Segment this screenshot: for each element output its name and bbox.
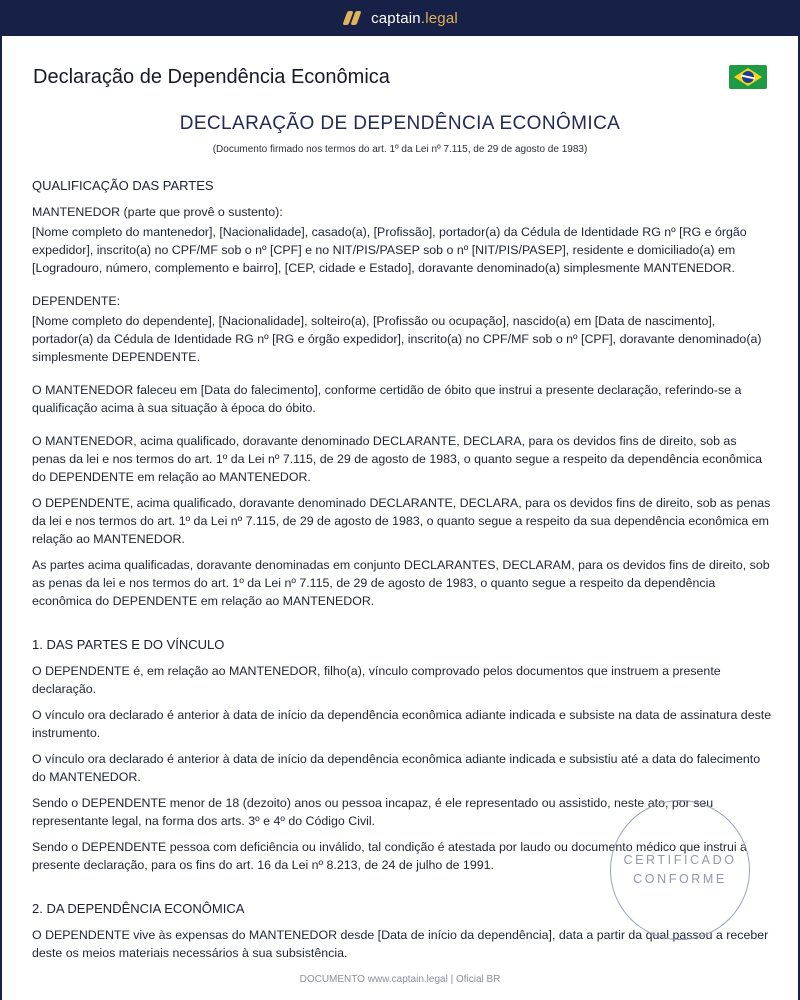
mantenedor-label: MANTENEDOR (parte que provê o sustento): xyxy=(32,205,283,219)
falecimento-paragraph: O MANTENEDOR faleceu em [Data do falecimento], conforme certidão de óbito que instrui a presente declaração, referindo-se a qualificação acima à sua situação à época do óbito. xyxy=(32,383,742,415)
dependencia-paragraph-1: O DEPENDENTE vive às expensas do MANTENEDOR desde [Data de início da dependência], data a partir da qual passou a receber deste os meios materiais necessários à sua subsistência. xyxy=(32,928,769,960)
section-heading-dependencia: 2. DA DEPENDÊNCIA ECONÔMICA xyxy=(32,901,245,916)
stamp-line-2: CONFORME xyxy=(633,872,727,886)
mantenedor-text: [Nome completo do mantenedor], [Nacionalidade], casado(a), [Profissão], portador(a) da Cédula de Identidade RG nº [RG e órgão expedidor], inscrito(a) no CPF/MF sob o nº [CPF] e no NIT/PIS/PASEP sob o nº [NIT/PIS/PASEP], residente e domiciliado(a) em [Logradouro, número, complemento e bairro], [CEP, cidade e Estado], doravante denominado(a) simplesmente MANTENEDOR. xyxy=(32,225,747,275)
brand-name-dot: . xyxy=(420,9,426,27)
certificado-conforme-stamp xyxy=(610,800,750,940)
brazil-flag-icon xyxy=(729,65,767,89)
brand-name-tld: legal xyxy=(425,9,458,27)
dependente-label: DEPENDENTE: xyxy=(32,294,121,308)
page-title: Declaração de Dependência Econômica xyxy=(33,66,390,88)
captain-legal-logo-icon xyxy=(342,10,362,26)
vinculo-paragraph-4: Sendo o DEPENDENTE menor de 18 (dezoito) anos ou pessoa incapaz, é ele representado ou assistido, neste ato, por seu representante legal, na forma dos arts. 3º e 4º do Código Civil. xyxy=(32,796,714,828)
stamp-line-1: CERTIFICADO xyxy=(623,853,737,867)
top-bar xyxy=(0,0,800,36)
declaracao-mantenedor-paragraph: O MANTENEDOR, acima qualificado, doravante denominado DECLARANTE, DECLARA, para os devidos fins de direito, sob as penas da lei e nos termos do art. 1º da Lei nº 7.115, de 29 de agosto de 1983, o quanto segue a respeito da dependência econômica do DEPENDENTE em relação ao MANTENEDOR. xyxy=(32,434,763,484)
document-title: DECLARAÇÃO DE DEPENDÊNCIA ECONÔMICA xyxy=(179,113,621,134)
vinculo-paragraph-3: O vínculo ora declarado é anterior à data de início da dependência econômica adiante indicada e subsistiu até a data do falecimento do MANTENEDOR. xyxy=(32,752,761,784)
declaracao-dependente-paragraph: O DEPENDENTE, acima qualificado, doravante denominado DECLARANTE, DECLARA, para os devidos fins de direito, sob as penas da lei e nos termos do art. 1º da Lei nº 7.115, de 29 de agosto de 1983, o quanto segue a respeito da sua dependência econômica em relação ao MANTENEDOR. xyxy=(32,496,771,546)
section-heading-qualificacao: QUALIFICAÇÃO DAS PARTES xyxy=(32,178,214,193)
section-heading-partes-vinculo: 1. DAS PARTES E DO VÍNCULO xyxy=(32,637,225,652)
brand-name[interactable] xyxy=(371,10,458,27)
dependente-text: [Nome completo do dependente], [Nacionalidade], solteiro(a), [Profissão ou ocupação], nascido(a) em [Data de nascimento], portador(a) da Cédula de Identidade RG nº [RG e órgão expedidor], inscrito(a) no CPF/MF sob o nº [CPF], doravante denominado(a) simplesmente DEPENDENTE. xyxy=(32,314,762,364)
vinculo-paragraph-2: O vínculo ora declarado é anterior à data de início da dependência econômica adiante indicada e subsiste na data de assinatura deste instrumento. xyxy=(32,708,772,740)
document-subtitle: (Documento firmado nos termos do art. 1º da Lei nº 7.115, de 29 de agosto de 1983) xyxy=(212,144,588,155)
footer-text: DOCUMENTO www.captain.legal | Oficial BR xyxy=(299,974,501,985)
declaracao-partes-paragraph: As partes acima qualificadas, doravante denominadas em conjunto DECLARANTES, DECLARAM, para os devidos fins de direito, sob as penas da lei e nos termos do art. 1º da Lei nº 7.115, de 29 de agosto de 1983, o quanto segue a respeito da dependência econômica do DEPENDENTE em relação ao MANTENEDOR. xyxy=(32,558,770,608)
vinculo-paragraph-1: O DEPENDENTE é, em relação ao MANTENEDOR, filho(a), vínculo comprovado pelos documentos que instruem a presente declaração. xyxy=(32,664,721,696)
vinculo-paragraph-5: Sendo o DEPENDENTE pessoa com deficiência ou inválido, tal condição é atestada por laudo ou documento médico que instrui a presente declaração, para os fins do art. 16 da Lei nº 8.213, de 24 de julho de 1991. xyxy=(32,840,747,872)
brand-name-main: captain xyxy=(371,9,421,27)
